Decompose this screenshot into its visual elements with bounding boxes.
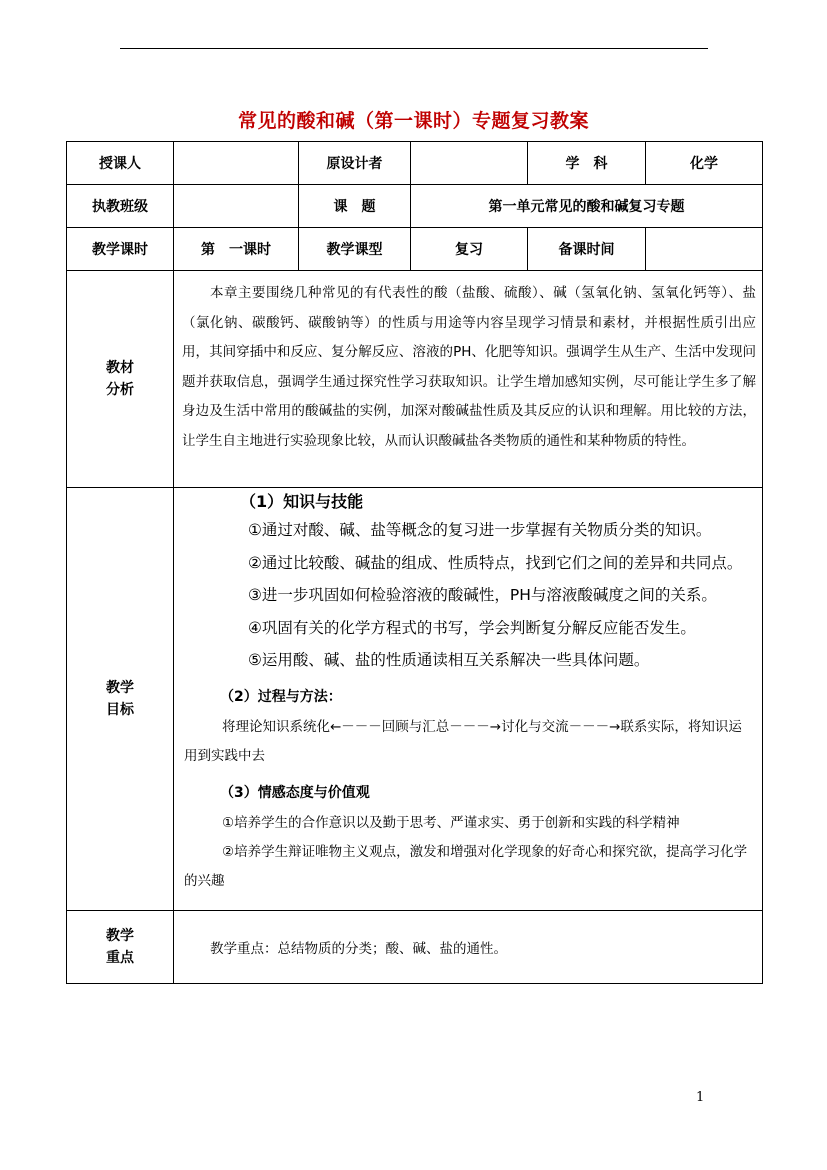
analysis-content xyxy=(174,271,763,488)
goals-content xyxy=(174,488,763,911)
key-points-label-line1: 教学 xyxy=(106,928,134,944)
teacher-label: 授课人 xyxy=(67,142,174,185)
table-row-class xyxy=(67,185,763,228)
key-points-text: 教学重点：总结物质的分类；酸、碱、盐的通性。 xyxy=(210,941,507,957)
table-row-analysis xyxy=(67,271,763,488)
prep-time-label: 备课时间 xyxy=(528,228,646,271)
goals-section1-item: ②通过比较酸、碱盐的组成、性质特点，找到它们之间的差异和共同点。 xyxy=(248,553,743,572)
lesson-type-value: 复习 xyxy=(411,228,528,271)
teacher-value xyxy=(174,142,299,185)
analysis-label-line1: 教材 xyxy=(106,360,134,376)
goals-section2-text: 将理论知识系统化←－－－回顾与汇总－－－→讨化与交流－－－→联系实际，将知识运用到实践中去 xyxy=(184,718,742,764)
key-points-content xyxy=(174,911,763,984)
key-points-label-line2: 重点 xyxy=(106,950,134,966)
goals-section3-item: ②培养学生辩证唯物主义观点，激发和增强对化学现象的好奇心和探究欲，提高学习化学的兴趣 xyxy=(184,843,748,889)
designer-value xyxy=(411,142,528,185)
goals-section2-title: （2）过程与方法： xyxy=(220,688,342,705)
subject-label: 学 科 xyxy=(528,142,646,185)
goals-section3-item: ①培养学生的合作意识以及勤于思考、严谨求实、勇于创新和实践的科学精神 xyxy=(222,814,680,831)
topic-label: 课 题 xyxy=(299,185,411,228)
key-points-label xyxy=(67,911,174,984)
table-row-goals xyxy=(67,488,763,911)
goals-label-line1: 教学 xyxy=(106,680,134,696)
period-value: 第 一课时 xyxy=(174,228,299,271)
class-value xyxy=(174,185,299,228)
subject-value: 化学 xyxy=(646,142,763,185)
goals-label-line2: 目标 xyxy=(106,702,134,718)
period-label: 教学课时 xyxy=(67,228,174,271)
header-rule xyxy=(120,48,708,49)
analysis-label-line2: 分析 xyxy=(106,382,134,398)
lesson-plan-table xyxy=(66,141,763,984)
designer-label: 原设计者 xyxy=(299,142,411,185)
goals-section1-title: （1）知识与技能 xyxy=(240,492,364,511)
analysis-label xyxy=(67,271,174,488)
document-title: 常见的酸和碱（第一课时）专题复习教案 xyxy=(237,110,589,132)
table-row-key-points xyxy=(67,911,763,984)
prep-time-value xyxy=(646,228,763,271)
table-row-period xyxy=(67,228,763,271)
table-row-teacher xyxy=(67,142,763,185)
goals-section1-item: ⑤运用酸、碱、盐的性质通读相互关系解决一些具体问题。 xyxy=(248,651,650,669)
goals-section1-item: ①通过对酸、碱、盐等概念的复习进一步掌握有关物质分类的知识。 xyxy=(248,521,712,539)
goals-section3-title: （3）情感态度与价值观 xyxy=(220,784,370,801)
page-number: 1 xyxy=(696,1090,705,1105)
topic-value: 第一单元常见的酸和碱复习专题 xyxy=(411,185,763,228)
lesson-type-label: 教学课型 xyxy=(299,228,411,271)
analysis-text: 本章主要围绕几种常见的有代表性的酸（盐酸、硫酸）、碱（氢氧化钠、氢氧化钙等）、盐（氯化钠、碳酸钙、碳酸钠等）的性质与用途等内容呈现学习情景和素材，并根据性质引出应用，其间穿插中和反应、复分解反应、溶液的PH、化肥等知识。强调学生从生产、生活中发现问题并获取信息，强调学生通过探究性学习获取知识。让学生增加感知实例，尽可能让学生多了解身边及生活中常用的酸碱盐的实例，加深对酸碱盐性质及其反应的认识和理解。用比较的方法，让学生自主地进行实验现象比较，从而认识酸碱盐各类物质的通性和某种物质的特性。 xyxy=(182,285,756,449)
class-label: 执教班级 xyxy=(67,185,174,228)
goals-section1-item: ③进一步巩固如何检验溶液的酸碱性，PH与溶液酸碱度之间的关系。 xyxy=(248,586,717,604)
goals-label xyxy=(67,488,174,911)
goals-section1-item: ④巩固有关的化学方程式的书写，学会判断复分解反应能否发生。 xyxy=(248,618,696,637)
